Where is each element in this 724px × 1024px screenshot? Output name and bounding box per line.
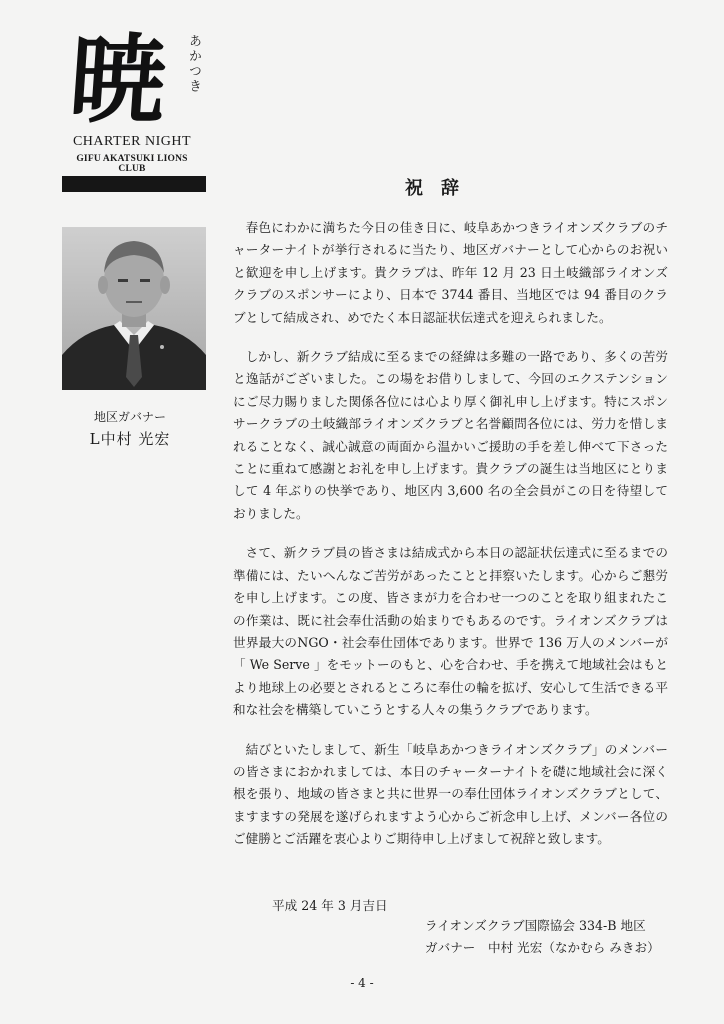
page-number: - 4 - bbox=[350, 976, 374, 990]
signature: ガバナー 中村 光宏（なかむら みきお） bbox=[425, 940, 660, 955]
portrait-image bbox=[62, 227, 206, 390]
body-text bbox=[233, 217, 668, 868]
header-bar bbox=[62, 176, 206, 192]
organization: ライオンズクラブ国際協会 334-B 地区 bbox=[425, 918, 646, 933]
logo-kanji: 暁 bbox=[66, 23, 170, 136]
caption-name: L中村 光宏 bbox=[89, 430, 171, 448]
paragraph: 結びといたしまして、新生「岐阜あかつきライオンズクラブ」のメンバーの皆さまにおかれましては、本日のチャーターナイトを礎に地域社会に深く根を張り、地域の皆さまと共に世界一の奉仕団体ライオンズクラブとして、ますますの発展を遂げられますよう心からご祈念申し上げ、メンバー各位のご健勝とご活躍を衷心よりご期待申し上げまして祝辞と致します。 bbox=[233, 741, 668, 847]
paragraph: 春色にわかに満ちた今日の佳き日に、岐阜あかつきライオンズクラブのチャーターナイトが挙行されるに当たり、地区ガバナーとして心からのお祝いと歓迎を申し上げます。貴クラブは、昨年 12 月 23 日土岐織部ライオンズクラブのスポンサーにより、日本で 3744 番目、当地区では 94 番目のクラブとして結成され、めでたく本日認証状伝達式を迎えられました。 bbox=[233, 220, 668, 325]
logo-reading: あかつき bbox=[186, 34, 201, 94]
caption-role: 地区ガバナー bbox=[93, 410, 166, 424]
date: 平成 24 年 3 月吉日 bbox=[272, 898, 388, 913]
charter-night-label: CHARTER NIGHT bbox=[72, 134, 192, 149]
page-title: 祝辞 bbox=[405, 178, 477, 199]
club-name: GIFU AKATSUKI LIONS CLUB bbox=[76, 154, 188, 174]
paragraph: しかし、新クラブ結成に至るまでの経緯は多難の一路であり、多くの苦労と逸話がございました。この場をお借りしまして、今回のエクステンションにご尽力賜りました関係各位には心より厚く御礼申し上げます。特にスポンサークラブの土岐織部ライオンズクラブと名誉顧問各位には、労力を惜しまれることなく、誠心誠意の両面から温かいご援助の手を差し伸べて下さったことに重ねて感謝とお礼を申し上げます。貴クラブの誕生は当地区にとりまして 4 年ぶりの快挙であり、地区内 3,600 名の全会員がこの日を待望しておりました。 bbox=[233, 349, 668, 521]
paragraph: さて、新クラブ員の皆さまは結成式から本日の認証状伝達式に至るまでの準備には、たいへんなご苦労があったことと拝察いたします。心からご懇労を申し上げます。この度、皆さまが力を合わせ一つのことを取り組まれたこの作業は、既に社会奉仕活動の始まりでもあるのです。ライオンズクラブは世界最大のNGO・社会奉仕団体であります。世界で 136 万人のメンバーが「 We Serve 」をモットーのもと、心を合わせ、手を携えて地域社会はもとより地球上の必要とされるところに奉仕の輪を拡げ、安心して生活できる平和な社会を構築していこうとする人々の集うクラブであります。 bbox=[233, 545, 668, 718]
governor-photo bbox=[62, 227, 206, 390]
